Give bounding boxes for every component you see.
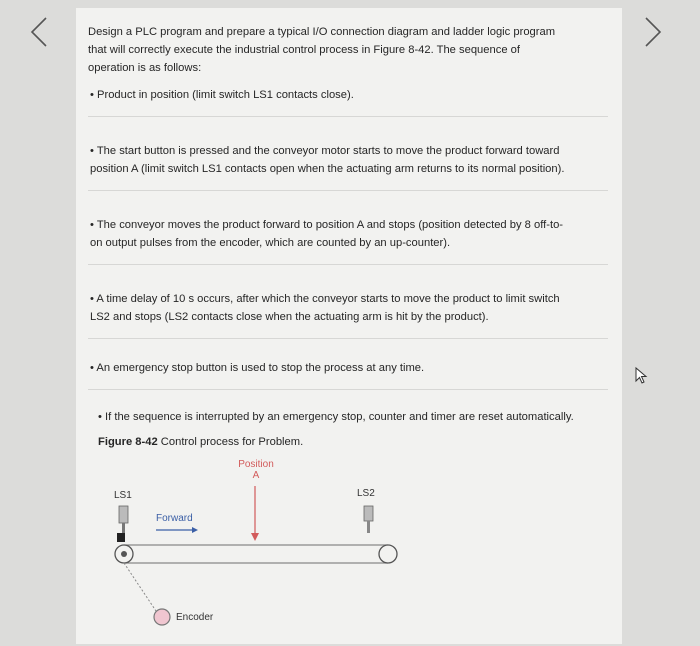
- step-4-line-1: • A time delay of 10 s occurs, after which the conveyor starts to move the product to limit switch: [90, 293, 560, 305]
- step-2-line-2: position A (limit switch LS1 contacts open when the actuating arm returns to its normal position).: [90, 163, 565, 175]
- divider: [88, 190, 608, 191]
- ls1-switch-arm: [122, 523, 125, 533]
- encoder-wheel: [154, 609, 170, 625]
- ls1-label: LS1: [114, 490, 132, 501]
- step-6-line-1: • If the sequence is interrupted by an emergency stop, counter and timer are reset automatically.: [98, 411, 574, 423]
- left-roller: [115, 545, 133, 563]
- position-a-arrowhead: [251, 533, 259, 541]
- step-3-line-1: • The conveyor moves the product forward to position A and stops (position detected by 8 off-to-: [90, 219, 564, 231]
- intro-line-1: Design a PLC program and prepare a typical I/O connection diagram and ladder logic program: [88, 26, 556, 38]
- previous-page-button[interactable]: [22, 12, 56, 52]
- step-3-line-2: on output pulses from the encoder, which are counted by an up-counter).: [90, 237, 451, 249]
- figure-caption: [98, 436, 303, 448]
- step-5-line-1: • An emergency stop button is used to stop the process at any time.: [90, 362, 425, 374]
- forward-arrowhead: [192, 527, 198, 533]
- figure-title: Control process for Problem.: [157, 436, 304, 448]
- mouse-cursor-icon: [632, 366, 652, 386]
- divider: [88, 389, 608, 390]
- intro-line-2: that will correctly execute the industrial control process in Figure 8-42. The sequence of: [88, 44, 520, 56]
- step-2-line-1: • The start button is pressed and the conveyor motor starts to move the product forward toward: [90, 145, 560, 157]
- ls2-label: LS2: [357, 488, 375, 499]
- chevron-right-icon: [636, 12, 670, 52]
- left-roller-hub: [121, 551, 127, 557]
- problem-document: [76, 8, 622, 644]
- forward-label: Forward: [156, 513, 193, 524]
- position-label: Position: [238, 459, 274, 470]
- chevron-left-icon: [22, 12, 56, 52]
- divider: [88, 264, 608, 265]
- divider: [88, 116, 608, 117]
- intro-line-3: operation is as follows:: [88, 62, 202, 74]
- ls2-switch-body: [364, 506, 373, 521]
- right-roller: [379, 545, 397, 563]
- ls1-actuator: [117, 533, 125, 542]
- ls2-switch-arm: [367, 521, 370, 533]
- step-4-line-2: LS2 and stops (LS2 contacts close when the actuating arm is hit by the product).: [90, 311, 489, 323]
- next-page-button[interactable]: [636, 12, 670, 52]
- position-letter: A: [252, 470, 260, 481]
- step-1-line-1: • Product in position (limit switch LS1 contacts close).: [90, 89, 354, 101]
- encoder-label: Encoder: [176, 612, 214, 623]
- figure-number: Figure 8-42: [98, 436, 158, 448]
- encoder-link: [124, 563, 158, 614]
- divider: [88, 338, 608, 339]
- ls1-switch-body: [119, 506, 128, 523]
